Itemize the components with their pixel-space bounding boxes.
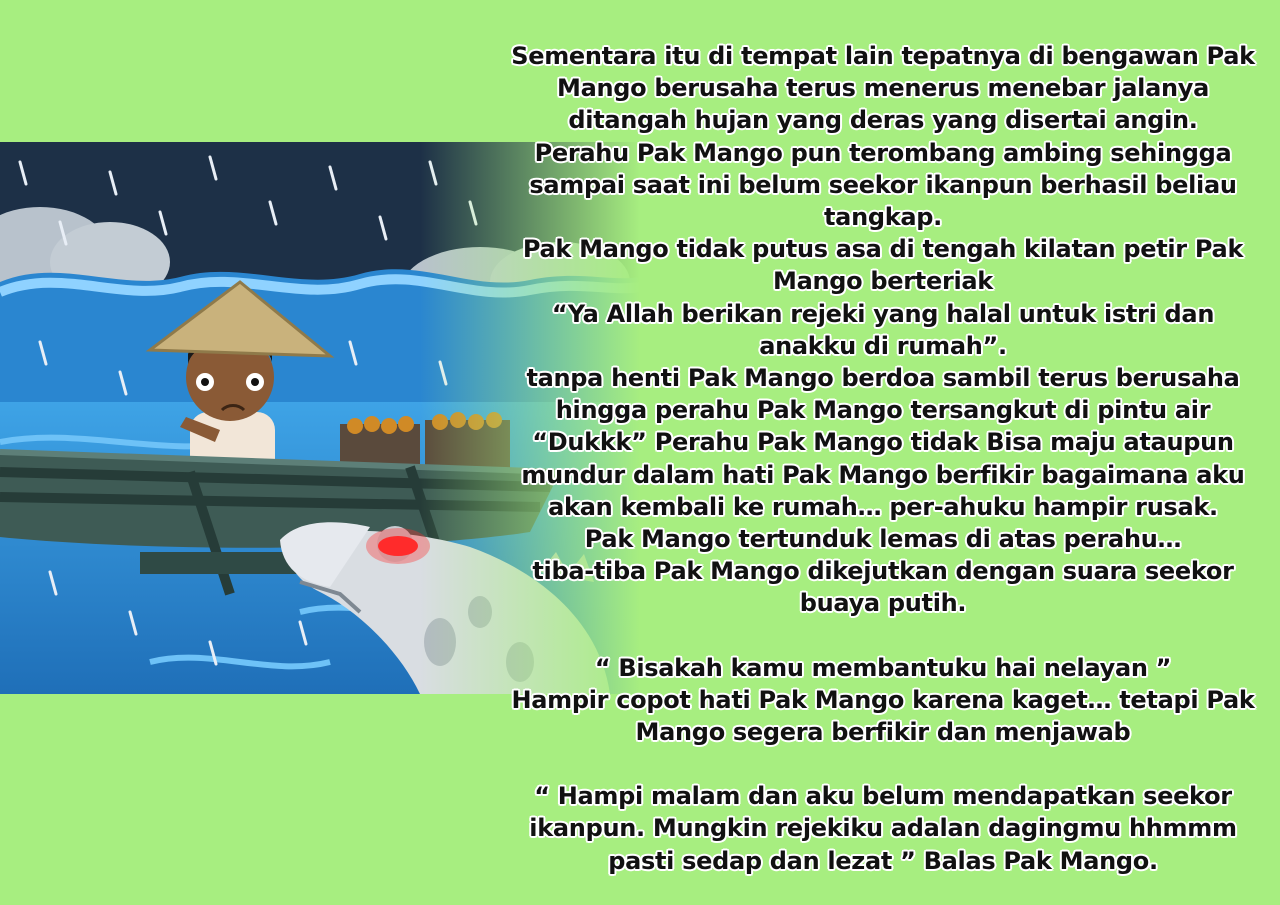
story-paragraph: “ Bisakah kamu membantuku hai nelayan ” [594, 653, 1172, 682]
story-paragraph: Pak Mango tidak putus asa di tengah kilatan petir Pak Mango berteriak [522, 235, 1244, 296]
story-paragraph: Sementara itu di tempat lain tepatnya di bengawan Pak Mango berusaha terus menerus menebar jalanya ditangah hujan yang deras yang disertai angin. [511, 42, 1255, 135]
story-text [508, 40, 1258, 877]
paragraph-gap [508, 748, 1258, 780]
story-paragraph: tanpa henti Pak Mango berdoa sambil terus berusaha hingga perahu Pak Mango tersangkut di pintu air “Dukkk” Perahu Pak Mango tidak Bisa maju ataupun mundur dalam hati Pak Mango berfikir bagaimana aku akan kembali ke rumah… per-ahuku hampir rusak. [521, 364, 1245, 521]
story-paragraph: “ Hampi malam dan aku belum mendapatkan seekor ikanpun. Mungkin rejekiku adalan dagingmu hhmmm pasti sedap dan lezat ” Balas Pak Mango. [529, 782, 1237, 875]
story-paragraph: Pak Mango tertunduk lemas di atas perahu… [584, 525, 1182, 554]
paragraph-gap [508, 620, 1258, 652]
story-paragraph: tiba-tiba Pak Mango dikejutkan dengan suara seekor buaya putih. [532, 557, 1234, 618]
story-paragraph: Perahu Pak Mango pun terombang ambing sehingga sampai saat ini belum seekor ikanpun berhasil beliau tangkap. [529, 138, 1237, 232]
story-paragraph: “Ya Allah berikan rejeki yang halal untuk istri dan anakku di rumah”. [551, 299, 1215, 360]
story-paragraph: Hampir copot hati Pak Mango karena kaget… tetapi Pak Mango segera berfikir dan menjawab [511, 685, 1255, 747]
